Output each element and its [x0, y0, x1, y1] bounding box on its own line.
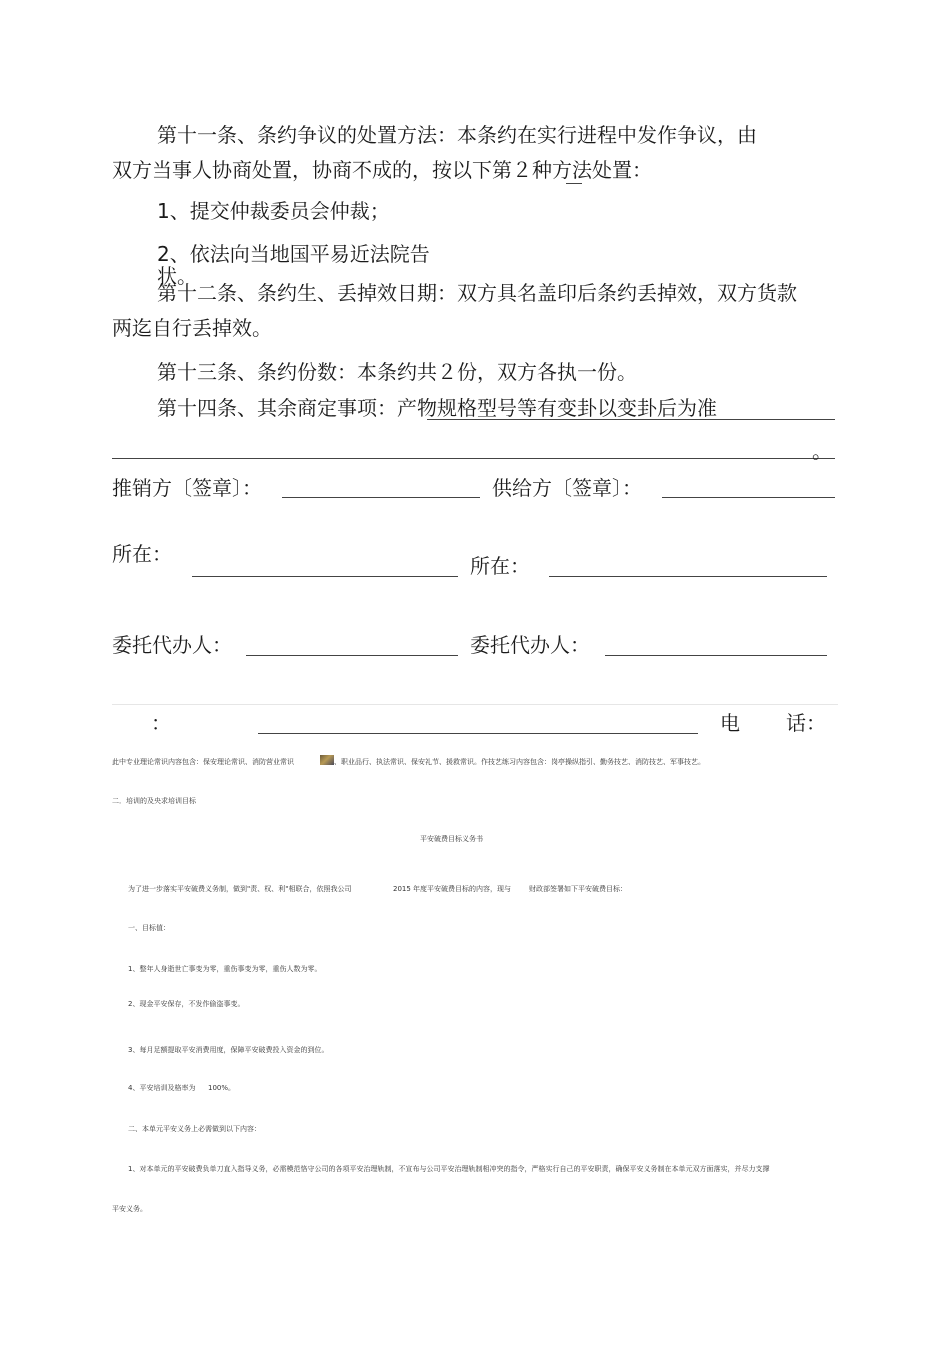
option-2-line-2: 状。 — [157, 264, 197, 288]
section-2-heading: 二、本单元平安义务上必需做到以下内容： — [128, 1125, 261, 1133]
intro-part-c: 财政部签署如下平安破费目标： — [529, 885, 627, 893]
option-2-line-1: 2、依法向当地国平易近法院告 — [157, 242, 430, 266]
training-line-1b: 、职业品行、执法常识、保安礼节、援救常识。作技艺练习内容包含：岗亭操纵指引、勤务技艺、消防技艺、军事技艺。 — [334, 758, 705, 766]
inline-thumbnail-image — [320, 755, 334, 765]
article-12-line-1: 第十二条、条约生、丢掉效日期：双方具名盖印后条约丢掉效，双方货款 — [157, 281, 797, 305]
article-14-continuation-line — [112, 458, 835, 459]
phone-label-char-1: 电 — [720, 711, 740, 735]
option-1: 1、提交仲裁委员会仲裁； — [157, 199, 390, 223]
responsibility-doc-title: 平安破费目标义务书 — [420, 835, 483, 843]
article-11-line-2: 双方当事人协商处置，协商不成的，按以下第２种方法处置： — [112, 158, 652, 182]
choice-underline — [566, 183, 582, 184]
target-item-1: 1、整年人身逝世亡事变为零，重伤事变为零，重伤人数为零。 — [128, 965, 322, 973]
phone-colon-left: ： — [151, 711, 171, 735]
section-1-heading: 一、目标值： — [128, 924, 170, 932]
buyer-address-field[interactable] — [192, 576, 458, 577]
article-12-line-2: 两迄自行丢掉效。 — [112, 316, 272, 340]
supplier-seal-label: 供给方〔签章〕： — [492, 476, 642, 500]
article-14-underline — [427, 419, 835, 420]
duty-item-1-end: 平安义务。 — [112, 1205, 147, 1213]
target-item-3: 3、每月足额提取平安消费用度，保障平安破费投入资金的到位。 — [128, 1046, 329, 1054]
intro-part-b: 2015 年度平安破费目标的内容，现与 — [393, 885, 512, 893]
buyer-agent-field[interactable] — [246, 655, 458, 656]
article-14: 第十四条、其余商定事项：产物规格型号等有变卦以变卦后为准 — [157, 396, 717, 420]
buyer-seal-field[interactable] — [282, 497, 480, 498]
supplier-address-field[interactable] — [549, 576, 827, 577]
buyer-seal-label: 推销方〔签章〕： — [112, 476, 262, 500]
phone-label-char-2: 话： — [786, 711, 826, 735]
article-13: 第十三条、条约份数：本条约共２份，双方各执一份。 — [157, 360, 637, 384]
training-line-1a: 此中专业理论常识内容包含：保安理论常识、消防营业常识 — [112, 758, 294, 766]
duty-item-1: 1、对本单元的平安破费负单刀直入指导义务，必需模范恪守公司的各项平安治理轨制，不宣布与公司平安治理轨制相冲突的指令，严格实行自己的平安职责，确保平安义务制在本单元双方面落实，并尽力支撑 — [128, 1165, 770, 1173]
supplier-seal-field[interactable] — [662, 497, 835, 498]
phone-field[interactable] — [258, 733, 698, 734]
buyer-address-label: 所在： — [112, 542, 172, 566]
buyer-agent-label: 委托代办人： — [112, 633, 232, 657]
end-period: 。 — [812, 439, 832, 463]
supplier-agent-label: 委托代办人： — [470, 633, 590, 657]
target-item-4b: 100%。 — [208, 1084, 236, 1092]
supplier-address-label: 所在： — [470, 554, 530, 578]
supplier-agent-field[interactable] — [605, 655, 827, 656]
target-item-2: 2、现金平安保存，不发作偷盗事变。 — [128, 1000, 245, 1008]
section-divider — [112, 704, 838, 705]
article-11-line-1: 第十一条、条约争议的处置方法：本条约在实行进程中发作争议，由 — [157, 123, 757, 147]
intro-part-a: 为了进一步落实平安破费义务制，做到"责、权、利"相联合，依照我公司 — [128, 885, 352, 893]
target-item-4a: 4、平安培训及格率为 — [128, 1084, 196, 1092]
training-heading-2: 二．培训的及央求培训目标 — [112, 797, 196, 805]
